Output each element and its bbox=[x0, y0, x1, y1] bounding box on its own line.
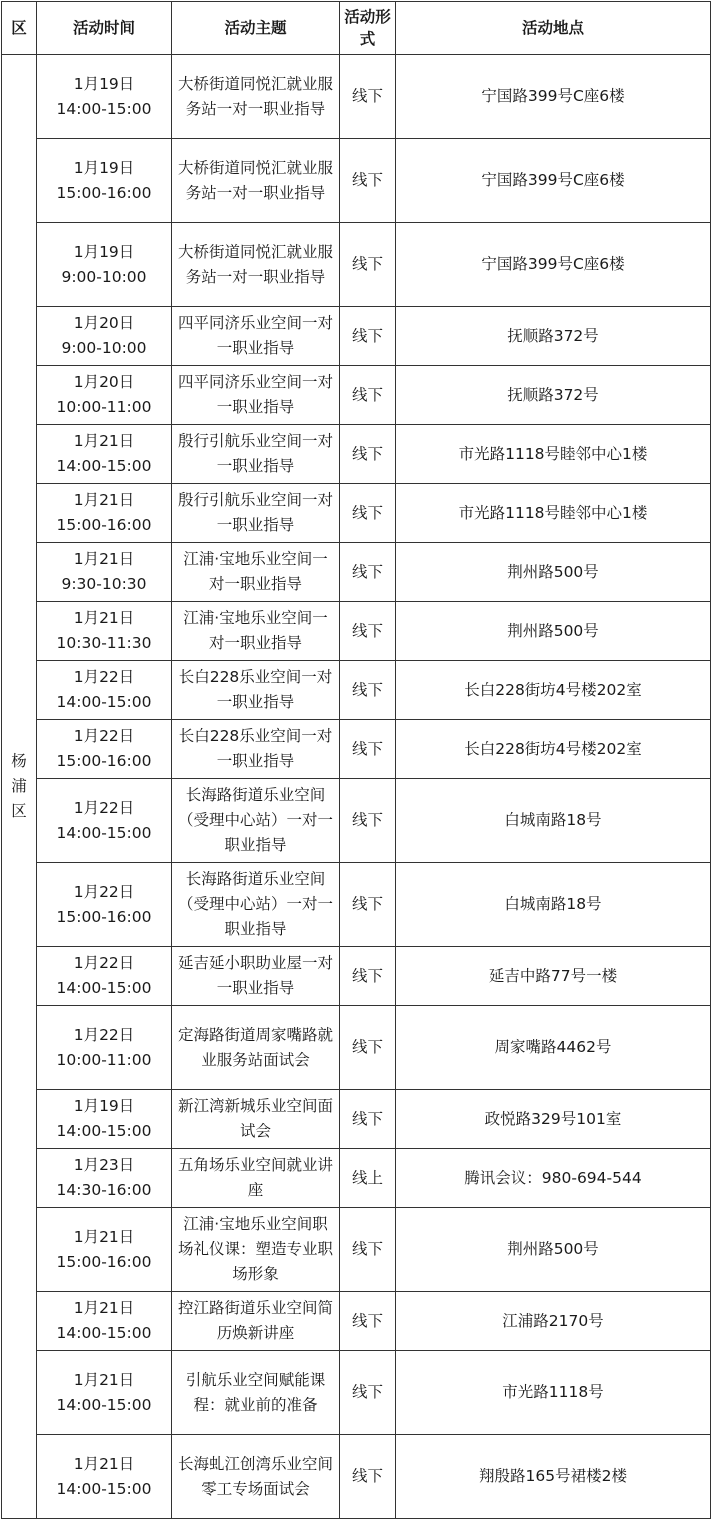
table-row bbox=[2, 307, 711, 366]
activity-date: 1月23日 bbox=[73, 1156, 135, 1174]
activity-format: 线下 bbox=[340, 661, 396, 720]
activity-location: 翔殷路165号裙楼2楼 bbox=[396, 1435, 711, 1519]
activity-date: 1月22日 bbox=[73, 727, 135, 745]
activity-location: 荆州路500号 bbox=[396, 543, 711, 602]
table-row bbox=[2, 223, 711, 307]
activity-location: 政悦路329号101室 bbox=[396, 1090, 711, 1149]
activity-location: 抚顺路372号 bbox=[396, 366, 711, 425]
table-row bbox=[2, 55, 711, 139]
time-cell bbox=[37, 602, 172, 661]
time-cell bbox=[37, 1006, 172, 1090]
table-row bbox=[2, 425, 711, 484]
activity-topic: 大桥街道同悦汇就业服务站一对一职业指导 bbox=[172, 223, 340, 307]
activity-time: 15:00-16:00 bbox=[56, 907, 152, 926]
activity-format: 线下 bbox=[340, 947, 396, 1006]
activity-time: 9:00-10:00 bbox=[61, 267, 147, 286]
district-label: 杨浦区 bbox=[11, 752, 27, 820]
activity-topic: 大桥街道同悦汇就业服务站一对一职业指导 bbox=[172, 139, 340, 223]
activity-location: 延吉中路77号一楼 bbox=[396, 947, 711, 1006]
activity-time: 9:00-10:00 bbox=[61, 339, 147, 357]
time-cell bbox=[37, 947, 172, 1006]
table-row bbox=[2, 1149, 711, 1208]
header-format: 活动形式 bbox=[340, 2, 396, 55]
header-district: 区 bbox=[2, 2, 37, 55]
activity-format: 线下 bbox=[340, 1351, 396, 1435]
time-cell bbox=[37, 1208, 172, 1292]
activity-format: 线下 bbox=[340, 139, 396, 223]
activity-topic: 殷行引航乐业空间一对一职业指导 bbox=[172, 425, 340, 484]
activity-location: 江浦路2170号 bbox=[396, 1292, 711, 1351]
time-cell bbox=[37, 1149, 172, 1208]
activity-date: 1月22日 bbox=[73, 668, 135, 686]
activity-format: 线下 bbox=[340, 1435, 396, 1519]
activity-time: 14:00-15:00 bbox=[56, 457, 152, 475]
activity-location: 周家嘴路4462号 bbox=[396, 1006, 711, 1090]
activity-date: 1月20日 bbox=[73, 373, 135, 391]
activity-date: 1月22日 bbox=[73, 798, 135, 817]
activity-time: 14:00-15:00 bbox=[56, 1395, 152, 1414]
activity-time: 15:00-16:00 bbox=[56, 752, 152, 770]
time-cell bbox=[37, 139, 172, 223]
activity-format: 线下 bbox=[340, 1292, 396, 1351]
activity-format: 线下 bbox=[340, 307, 396, 366]
time-cell bbox=[37, 1435, 172, 1519]
time-cell bbox=[37, 366, 172, 425]
table-row bbox=[2, 661, 711, 720]
activity-date: 1月19日 bbox=[73, 158, 135, 177]
time-cell bbox=[37, 307, 172, 366]
activity-location: 宁国路399号C座6楼 bbox=[396, 55, 711, 139]
activity-format: 线上 bbox=[340, 1149, 396, 1208]
activity-location: 市光路1118号睦邻中心1楼 bbox=[396, 425, 711, 484]
activity-location: 白城南路18号 bbox=[396, 863, 711, 947]
activity-time: 15:00-16:00 bbox=[56, 516, 152, 534]
activity-date: 1月21日 bbox=[73, 432, 135, 450]
table-row bbox=[2, 366, 711, 425]
activity-time: 15:00-16:00 bbox=[56, 183, 152, 202]
table-row bbox=[2, 720, 711, 779]
table-row bbox=[2, 543, 711, 602]
activity-date: 1月21日 bbox=[73, 1370, 135, 1389]
time-cell bbox=[37, 863, 172, 947]
time-cell bbox=[37, 1292, 172, 1351]
activity-date: 1月20日 bbox=[73, 314, 135, 332]
activity-time: 14:00-15:00 bbox=[56, 1479, 152, 1498]
activity-format: 线下 bbox=[340, 223, 396, 307]
activity-format: 线下 bbox=[340, 779, 396, 863]
activity-format: 线下 bbox=[340, 55, 396, 139]
activity-format: 线下 bbox=[340, 484, 396, 543]
time-cell bbox=[37, 425, 172, 484]
activity-topic: 四平同济乐业空间一对一职业指导 bbox=[172, 366, 340, 425]
activity-topic: 长海虬江创湾乐业空间零工专场面试会 bbox=[172, 1435, 340, 1519]
header-row bbox=[2, 2, 711, 55]
activity-format: 线下 bbox=[340, 720, 396, 779]
activity-topic: 五角场乐业空间就业讲座 bbox=[172, 1149, 340, 1208]
table-row bbox=[2, 947, 711, 1006]
activity-location: 宁国路399号C座6楼 bbox=[396, 139, 711, 223]
activity-format: 线下 bbox=[340, 1208, 396, 1292]
activity-topic: 长白228乐业空间一对一职业指导 bbox=[172, 661, 340, 720]
activity-date: 1月19日 bbox=[73, 242, 135, 261]
table-row bbox=[2, 1435, 711, 1519]
table-row bbox=[2, 1351, 711, 1435]
activity-time: 14:00-15:00 bbox=[56, 693, 152, 711]
activity-time: 14:00-15:00 bbox=[56, 979, 152, 997]
activity-topic: 定海路街道周家嘴路就业服务站面试会 bbox=[172, 1006, 340, 1090]
activity-time: 14:00-15:00 bbox=[56, 1324, 152, 1342]
activity-location: 腾讯会议：980-694-544 bbox=[396, 1149, 711, 1208]
activity-time: 14:30-16:00 bbox=[56, 1181, 152, 1199]
activity-date: 1月19日 bbox=[73, 1097, 135, 1115]
time-cell bbox=[37, 661, 172, 720]
activity-format: 线下 bbox=[340, 1006, 396, 1090]
activity-time: 14:00-15:00 bbox=[56, 823, 152, 842]
table-row bbox=[2, 1006, 711, 1090]
activity-topic: 江浦·宝地乐业空间一对一职业指导 bbox=[172, 543, 340, 602]
activity-date: 1月19日 bbox=[73, 74, 135, 93]
table-row bbox=[2, 484, 711, 543]
activity-format: 线下 bbox=[340, 366, 396, 425]
activity-location: 宁国路399号C座6楼 bbox=[396, 223, 711, 307]
table-row bbox=[2, 1292, 711, 1351]
activity-topic: 江浦·宝地乐业空间一对一职业指导 bbox=[172, 602, 340, 661]
activity-location: 长白228街坊4号楼202室 bbox=[396, 661, 711, 720]
time-cell bbox=[37, 543, 172, 602]
activity-date: 1月21日 bbox=[73, 1299, 135, 1317]
table-row bbox=[2, 1208, 711, 1292]
activity-time: 14:00-15:00 bbox=[56, 1122, 152, 1140]
activity-location: 市光路1118号 bbox=[396, 1351, 711, 1435]
activity-time: 15:00-16:00 bbox=[56, 1252, 152, 1271]
district-cell bbox=[2, 55, 37, 1519]
time-cell bbox=[37, 55, 172, 139]
activity-format: 线下 bbox=[340, 425, 396, 484]
activity-format: 线下 bbox=[340, 602, 396, 661]
activity-topic: 引航乐业空间赋能课程：就业前的准备 bbox=[172, 1351, 340, 1435]
activity-topic: 延吉延小职助业屋一对一职业指导 bbox=[172, 947, 340, 1006]
activity-format: 线下 bbox=[340, 863, 396, 947]
table-row bbox=[2, 139, 711, 223]
header-time: 活动时间 bbox=[37, 2, 172, 55]
activity-date: 1月21日 bbox=[73, 1454, 135, 1473]
header-location: 活动地点 bbox=[396, 2, 711, 55]
table-row bbox=[2, 779, 711, 863]
activity-time: 10:00-11:00 bbox=[56, 1050, 152, 1069]
activity-date: 1月22日 bbox=[73, 882, 135, 901]
activity-topic: 长白228乐业空间一对一职业指导 bbox=[172, 720, 340, 779]
activity-topic: 新江湾新城乐业空间面试会 bbox=[172, 1090, 340, 1149]
activity-location: 白城南路18号 bbox=[396, 779, 711, 863]
activity-topic: 四平同济乐业空间一对一职业指导 bbox=[172, 307, 340, 366]
schedule-body bbox=[2, 55, 711, 1519]
time-cell bbox=[37, 720, 172, 779]
activity-location: 长白228街坊4号楼202室 bbox=[396, 720, 711, 779]
table-row bbox=[2, 1090, 711, 1149]
activity-date: 1月21日 bbox=[73, 550, 135, 568]
activity-date: 1月22日 bbox=[73, 1025, 135, 1044]
activity-topic: 殷行引航乐业空间一对一职业指导 bbox=[172, 484, 340, 543]
activity-date: 1月21日 bbox=[73, 491, 135, 509]
activity-time: 14:00-15:00 bbox=[56, 99, 152, 118]
activity-location: 荆州路500号 bbox=[396, 1208, 711, 1292]
time-cell bbox=[37, 1351, 172, 1435]
activity-topic: 江浦·宝地乐业空间职场礼仪课：塑造专业职场形象 bbox=[172, 1208, 340, 1292]
activity-topic: 长海路街道乐业空间（受理中心站）一对一职业指导 bbox=[172, 779, 340, 863]
activity-topic: 长海路街道乐业空间（受理中心站）一对一职业指导 bbox=[172, 863, 340, 947]
activity-topic: 大桥街道同悦汇就业服务站一对一职业指导 bbox=[172, 55, 340, 139]
activity-format: 线下 bbox=[340, 1090, 396, 1149]
activity-time: 10:00-11:00 bbox=[56, 398, 152, 416]
activity-time: 9:30-10:30 bbox=[61, 575, 147, 593]
table-row bbox=[2, 602, 711, 661]
time-cell bbox=[37, 223, 172, 307]
activity-date: 1月21日 bbox=[73, 1227, 135, 1246]
time-cell bbox=[37, 484, 172, 543]
time-cell bbox=[37, 1090, 172, 1149]
activity-topic: 控江路街道乐业空间简历焕新讲座 bbox=[172, 1292, 340, 1351]
table-row bbox=[2, 863, 711, 947]
activity-location: 抚顺路372号 bbox=[396, 307, 711, 366]
time-cell bbox=[37, 779, 172, 863]
activity-location: 市光路1118号睦邻中心1楼 bbox=[396, 484, 711, 543]
header-topic: 活动主题 bbox=[172, 2, 340, 55]
activity-schedule-table bbox=[1, 1, 711, 1519]
activity-date: 1月22日 bbox=[73, 954, 135, 972]
activity-time: 10:30-11:30 bbox=[56, 634, 152, 652]
activity-format: 线下 bbox=[340, 543, 396, 602]
activity-location: 荆州路500号 bbox=[396, 602, 711, 661]
activity-date: 1月21日 bbox=[73, 609, 135, 627]
